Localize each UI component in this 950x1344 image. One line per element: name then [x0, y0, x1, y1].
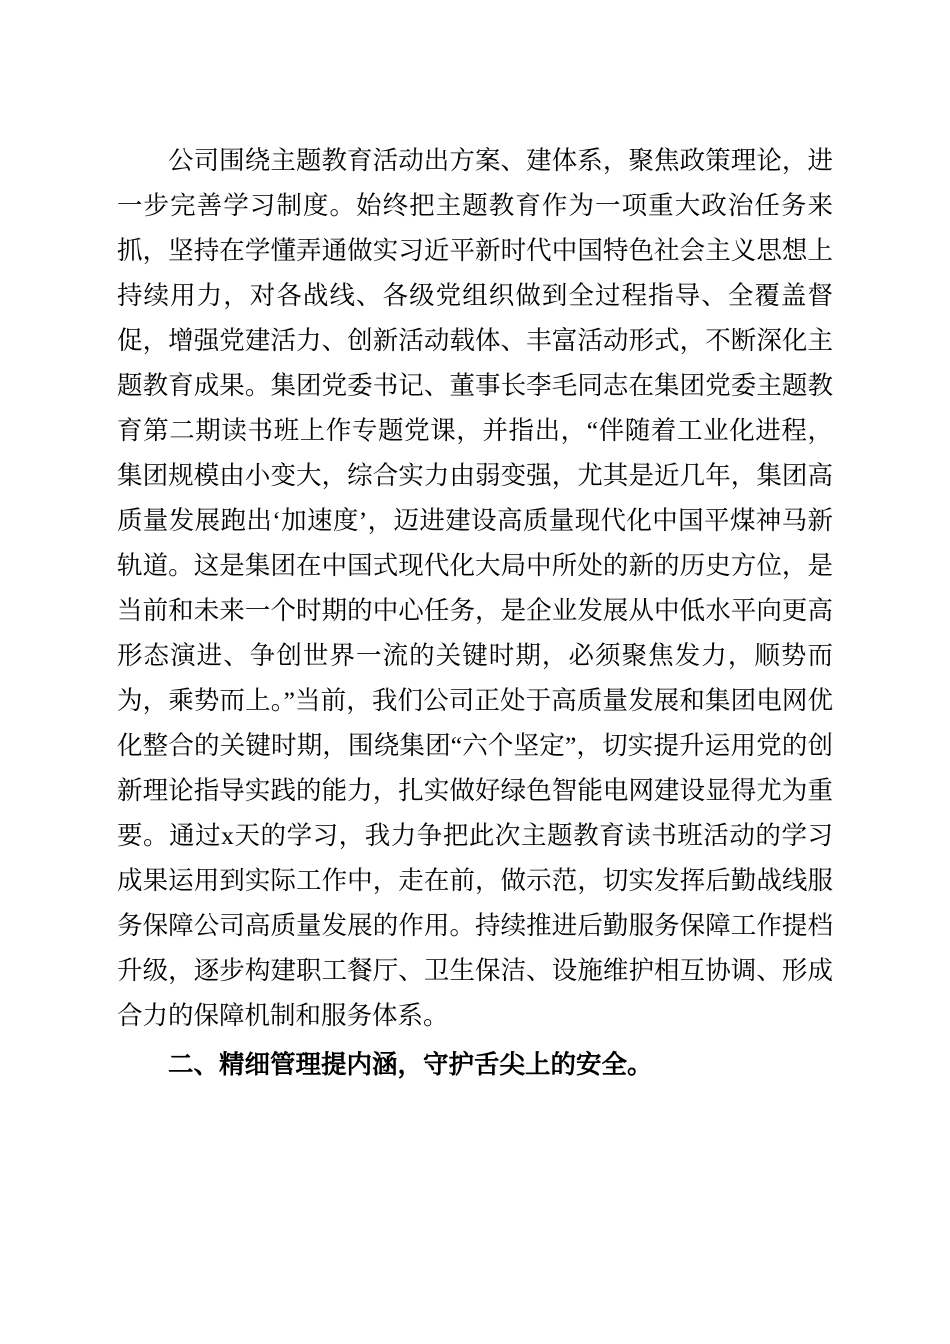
section-heading: 二、精细管理提内涵，守护舌尖上的安全。: [168, 1051, 653, 1079]
body-paragraph: 公司围绕主题教育活动出方案、建体系，聚焦政策理论，进一步完善学习制度。始终把主题教育作为一项重大政治任务来抓，坚持在学懂弄通做实习近平新时代中国特色社会主义思想上持续用力，对各战线、各级党组织做到全过程指导、全覆盖督促，增强党建活力、创新活动载体、丰富活动形式，不断深化主题教育成果。集团党委书记、董事长李毛同志在集团党委主题教育第二期读书班上作专题党课，并指出，“伴随着工业化进程，集团规模由小变大，综合实力由弱变强，尤其是近几年，集团高质量发展跑出‘加速度’，迈进建设高质量现代化中国平煤神马新轨道。这是集团在中国式现代化大局中所处的新的历史方位，是当前和未来一个时期的中心任务，是企业发展从中低水平向更高形态演进、争创世界一流的关键时期，必须聚焦发力，顺势而为，乘势而上。”当前，我们公司正处于高质量发展和集团电网优化整合的关键时期，围绕集团“六个坚定”，切实提升运用党的创新理论指导实践的能力，扎实做好绿色智能电网建设显得尤为重要。通过x天的学习，我力争把此次主题教育读书班活动的学习成果运用到实际工作中，走在前，做示范，切实发挥后勤战线服务保障公司高质量发展的作用。持续推进后勤服务保障工作提档升级，逐步构建职工餐厅、卫生保洁、设施维护相互协调、形成合力的保障机制和服务体系。: [117, 146, 833, 1030]
